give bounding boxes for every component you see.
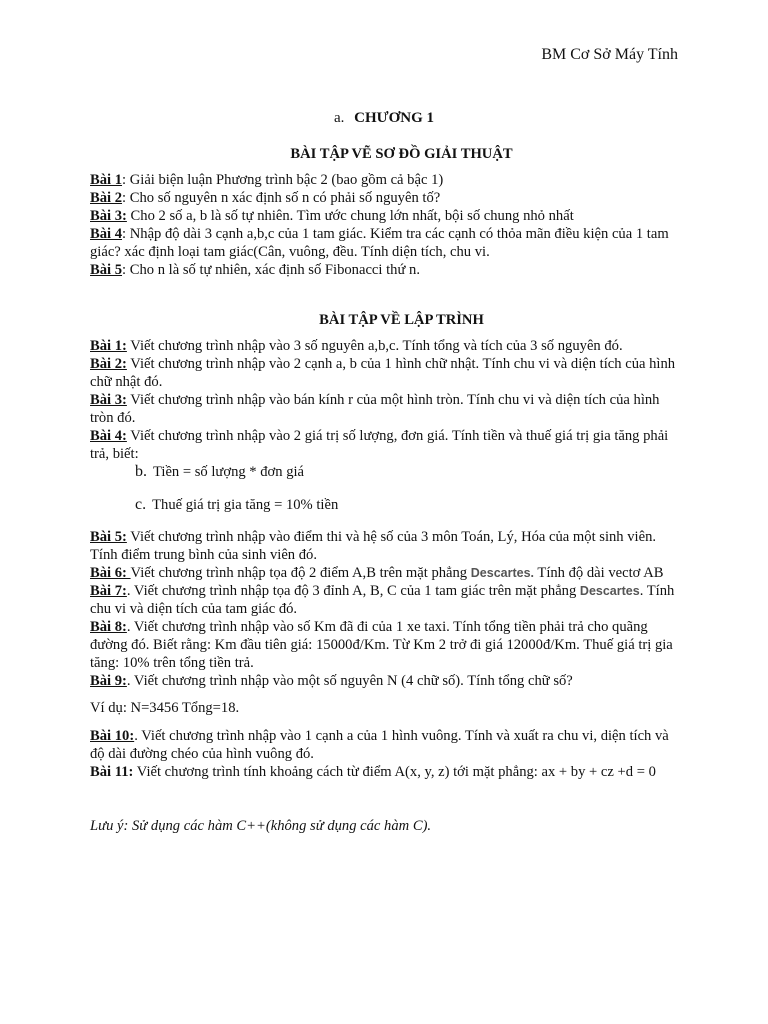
exercise-label: Bài 11:	[90, 764, 134, 780]
descartes-term: Descartes	[579, 584, 640, 598]
exercise-text: : Cho số nguyên n xác định số n có phải số nguyên tố?	[122, 190, 441, 206]
exercise-item	[90, 582, 682, 618]
exercise-label: Bài 4	[90, 226, 123, 242]
exercise-label: Bài 2	[90, 190, 123, 206]
exercise-label: Bài 5:	[90, 529, 127, 545]
exercise-item	[90, 727, 682, 763]
exercise-label: Bài 5	[90, 262, 123, 278]
exercise-text: Viết chương trình nhập vào điểm thi và hệ số của 3 môn Toán, Lý, Hóa của một sinh viên. Tính điểm trung bình của sinh viên đó.	[90, 529, 657, 563]
exercise-text: Viết chương trình nhập vào bán kính r của một hình tròn. Tính chu vi và diện tích của hình tròn đó.	[90, 392, 660, 426]
section-title-programming: BÀI TẬP VỀ LẬP TRÌNH	[319, 312, 484, 328]
exercise-text: : Nhập độ dài 3 cạnh a,b,c của 1 tam giác. Kiểm tra các cạnh có thỏa mãn điều kiện của 1 tam giác? xác định loại tam giác(Cân, vuông, đều. Tính diện tích, chu vi.	[90, 226, 669, 260]
exercise-text: Viết chương trình nhập tọa độ 2 điểm A,B trên mặt phẳng	[130, 565, 471, 581]
formula-item	[135, 463, 304, 481]
exercise-label: Bài 7:	[90, 583, 127, 599]
formula-marker: c.	[135, 496, 147, 513]
exercise-label: Bài 8:	[90, 619, 127, 635]
chapter-title: CHƯƠNG 1	[354, 110, 435, 126]
exercise-label: Bài 1	[90, 172, 123, 188]
exercise-text: : Cho n là số tự nhiên, xác định số Fibonacci thứ n.	[122, 262, 420, 278]
exercise-item	[90, 427, 682, 463]
exercise-item	[90, 763, 682, 781]
exercise-item	[90, 672, 682, 690]
exercise-item	[90, 528, 682, 564]
note-line: Lưu ý: Sử dụng các hàm C++(không sử dụng các hàm C).	[90, 818, 432, 834]
exercise-text: Viết chương trình nhập vào 3 số nguyên a,b,c. Tính tổng và tích của 3 số nguyên đó.	[126, 338, 623, 354]
exercise-label: Bài 2:	[90, 356, 127, 372]
exercise-text: Cho 2 số a, b là số tự nhiên. Tìm ước chung lớn nhất, bội số chung nhỏ nhất	[126, 208, 574, 224]
exercise-text: Viết chương trình tính khoảng cách từ điểm A(x, y, z) tới mặt phẳng: ax + by + cz +d = 0	[133, 764, 656, 780]
formula-marker: b.	[135, 463, 147, 480]
exercise-label: Bài 10:	[90, 728, 135, 744]
exercise-text: : Giải biện luận Phương trình bậc 2 (bao gồm cả bậc 1)	[122, 172, 444, 188]
exercise-item	[90, 189, 682, 207]
exercise-label: Bài 3:	[90, 208, 127, 224]
section-programming-list-b	[90, 528, 682, 690]
example-line: Ví dụ: N=3456 Tổng=18.	[90, 700, 240, 716]
exercise-label: Bài 3:	[90, 392, 127, 408]
section-programming-list-c	[90, 727, 682, 781]
page-header: BM Cơ Sở Máy Tính	[541, 46, 678, 63]
exercise-text: Viết chương trình nhập vào 2 giá trị số lượng, đơn giá. Tính tiền và thuế giá trị gia tăng phải trả, biết:	[90, 428, 669, 462]
section-flowchart-list	[90, 171, 682, 279]
exercise-item	[90, 207, 682, 225]
exercise-text: . Tính chu vi và diện tích của tam giác đó.	[90, 583, 675, 617]
exercise-text: . Viết chương trình nhập vào một số nguyên N (4 chữ số). Tính tổng chữ số?	[126, 673, 573, 689]
section-title-flowchart: BÀI TẬP VẼ SƠ ĐỒ GIẢI THUẬT	[290, 146, 513, 162]
exercise-label: Bài 6:	[90, 565, 131, 581]
exercise-text: Tính độ dài vectơ AB	[534, 565, 664, 581]
exercise-item	[90, 225, 682, 261]
exercise-text: Viết chương trình nhập vào 2 cạnh a, b của 1 hình chữ nhật. Tính chu vi và diện tích của hình chữ nhật đó.	[90, 356, 676, 390]
chapter-marker: a.	[333, 110, 345, 126]
exercise-text: . Viết chương trình nhập tọa độ 3 đỉnh A, B, C của 1 tam giác trên mặt phẳng	[126, 583, 580, 599]
formula-item	[135, 496, 338, 514]
section-programming-list-a	[90, 337, 682, 463]
exercise-item	[90, 171, 682, 189]
exercise-item	[90, 355, 682, 391]
exercise-item	[90, 618, 682, 672]
exercise-item	[90, 391, 682, 427]
exercise-item	[90, 337, 682, 355]
formula-text: Thuế giá trị gia tăng = 10% tiền	[152, 497, 339, 513]
exercise-label: Bài 1:	[90, 338, 127, 354]
formula-text: Tiền = số lượng * đơn giá	[153, 464, 305, 480]
exercise-label: Bài 9:	[90, 673, 127, 689]
exercise-text: . Viết chương trình nhập vào 1 cạnh a của 1 hình vuông. Tính và xuất ra chu vi, diện tích và độ dài đường chéo của hình vuông đó.	[90, 728, 669, 762]
exercise-item	[90, 261, 682, 279]
descartes-term: Descartes.	[470, 566, 535, 580]
chapter-heading	[0, 110, 768, 127]
exercise-label: Bài 4:	[90, 428, 127, 444]
exercise-text: . Viết chương trình nhập vào số Km đã đi của 1 xe taxi. Tính tổng tiền phải trả cho quãng đường đó. Biết rằng: Km đầu tiên giá: 15000đ/Km. Từ Km 2 trở đi giá 12000đ/Km. Thuế giá trị gia tăng: 10% trên tổng tiền trả.	[90, 619, 673, 671]
exercise-item	[90, 564, 682, 582]
